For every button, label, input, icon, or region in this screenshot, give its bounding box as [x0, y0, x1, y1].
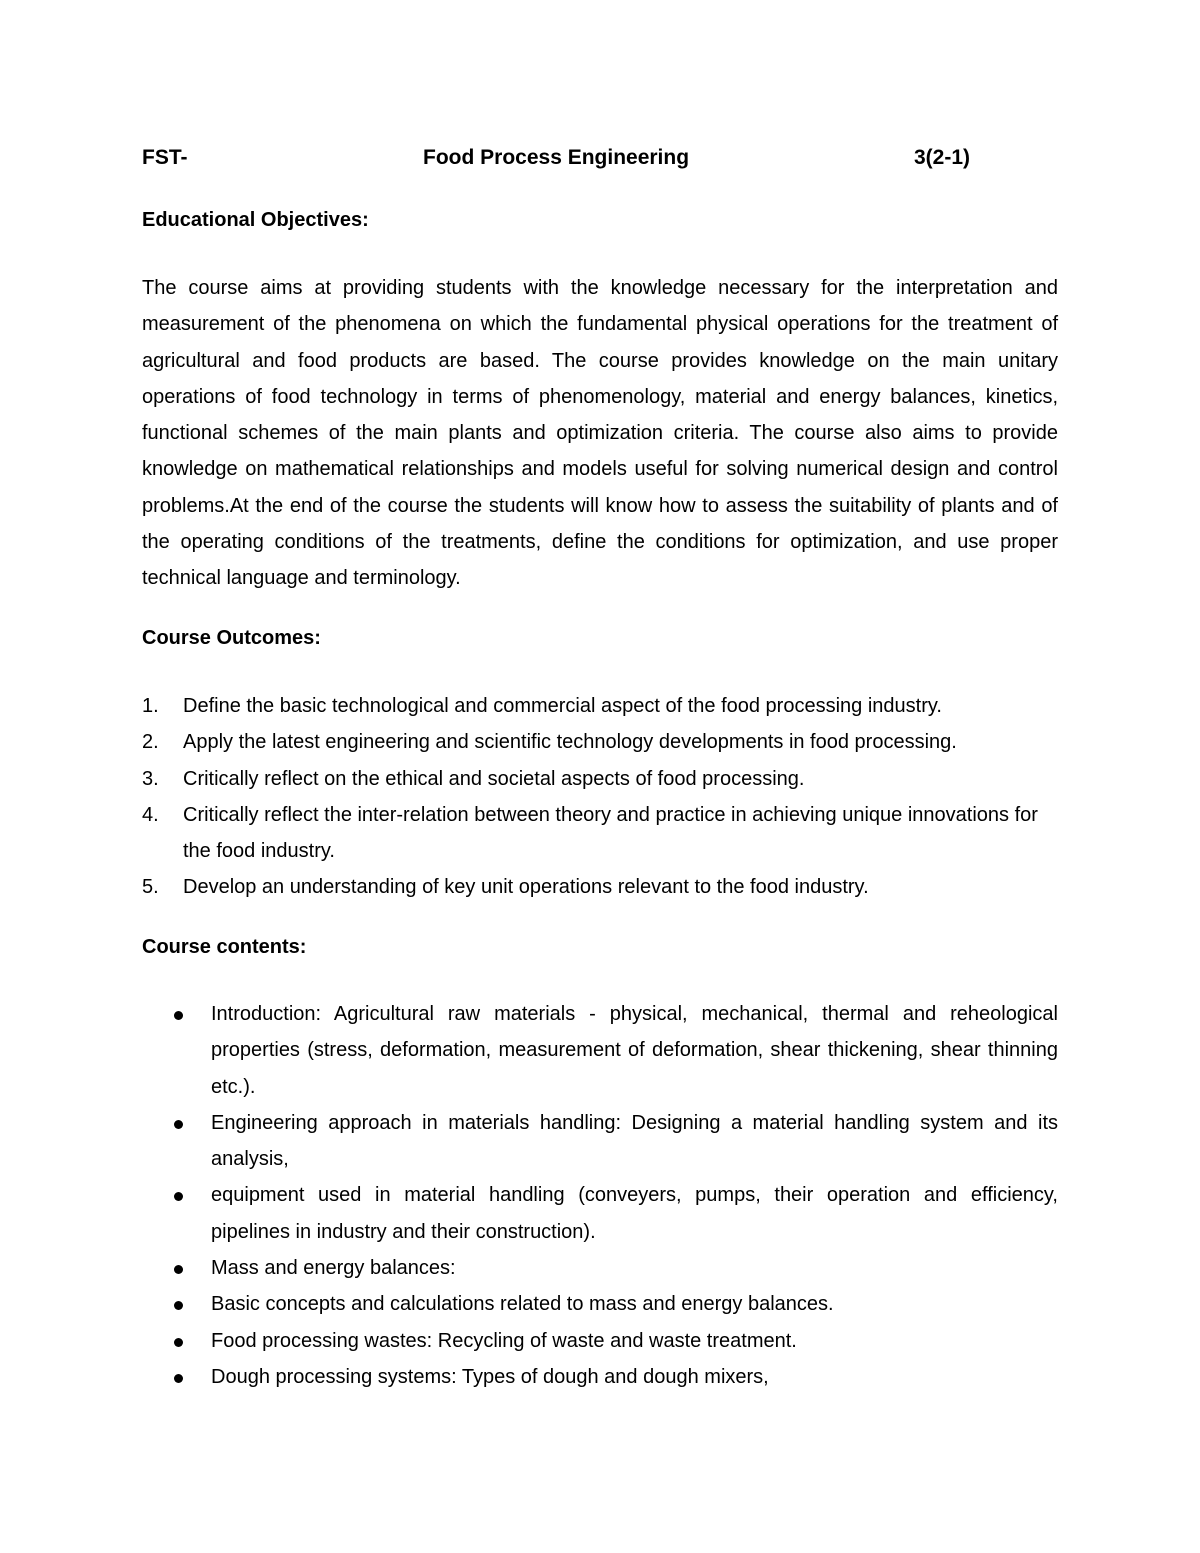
list-item [142, 797, 1058, 870]
list-item [142, 1323, 1058, 1359]
list-item [142, 688, 1058, 724]
item-text: Critically reflect the inter-relation between theory and practice in achieving unique innovations for the food industry. [183, 803, 1038, 863]
item-text: Develop an understanding of key unit operations relevant to the food industry. [183, 876, 869, 899]
item-text: Introduction: Agricultural raw materials - physical, mechanical, thermal and reheological properties (stress, deformation, measurement of deformation, shear thickening, shear thinning etc.). [211, 1003, 1058, 1098]
course-header [142, 146, 1058, 176]
bullet-icon [174, 1011, 183, 1020]
outcomes-list [142, 688, 1058, 906]
item-number: 2. [142, 731, 159, 754]
item-text: Basic concepts and calculations related to mass and energy balances. [211, 1293, 834, 1316]
item-number: 5. [142, 876, 159, 899]
bullet-icon [174, 1374, 183, 1383]
item-number: 3. [142, 767, 159, 790]
course-credits: 3(2-1) [914, 146, 971, 169]
bullet-icon [174, 1120, 183, 1129]
list-item [142, 1177, 1058, 1250]
item-number: 1. [142, 695, 159, 717]
bullet-icon [174, 1338, 183, 1347]
list-item [142, 1250, 1058, 1286]
bullet-icon [174, 1192, 183, 1201]
item-text: Apply the latest engineering and scientific technology developments in food processing. [183, 731, 957, 754]
course-title: Food Process Engineering [423, 146, 690, 169]
outcomes-heading: Course Outcomes: [142, 627, 321, 649]
list-item [142, 1286, 1058, 1322]
course-code: FST- [142, 146, 188, 169]
objectives-paragraph: The course aims at providing students with the knowledge necessary for the interpretation and measurement of the phenomena on which the fundamental physical operations for the treatment of agricultural and food products are based. The course provides knowledge on the main unitary operations of food technology in terms of phenomenology, material and energy balances, kinetics, functional schemes of the main plants and optimization criteria. The course also aims to provide knowledge on mathematical relationships and models useful for solving numerical design and control problems.At the end of the course the students will know how to assess the suitability of plants and of the operating conditions of the treatments, define the conditions for optimization, and use proper technical language and terminology. [142, 277, 1058, 590]
contents-list [142, 996, 1058, 1395]
item-text: Dough processing systems: Types of dough and dough mixers, [211, 1365, 769, 1388]
bullet-icon [174, 1265, 183, 1274]
list-item [142, 1105, 1058, 1178]
list-item [142, 724, 1058, 760]
item-text: Engineering approach in materials handling: Designing a material handling system and its analysis, [211, 1111, 1058, 1171]
bullet-icon [174, 1301, 183, 1310]
item-text: Define the basic technological and commercial aspect of the food processing industry. [183, 695, 942, 717]
item-number: 4. [142, 803, 159, 826]
list-item [142, 996, 1058, 1105]
contents-heading: Course contents: [142, 936, 307, 958]
item-text: equipment used in material handling (conveyers, pumps, their operation and efficiency, pipelines in industry and their construction). [211, 1184, 1058, 1243]
list-item [142, 1359, 1058, 1395]
item-text: Critically reflect on the ethical and societal aspects of food processing. [183, 767, 805, 790]
item-text: Mass and energy balances: [211, 1257, 456, 1280]
item-text: Food processing wastes: Recycling of waste and waste treatment. [211, 1329, 797, 1352]
objectives-heading: Educational Objectives: [142, 209, 369, 231]
list-item [142, 761, 1058, 797]
list-item [142, 869, 1058, 905]
